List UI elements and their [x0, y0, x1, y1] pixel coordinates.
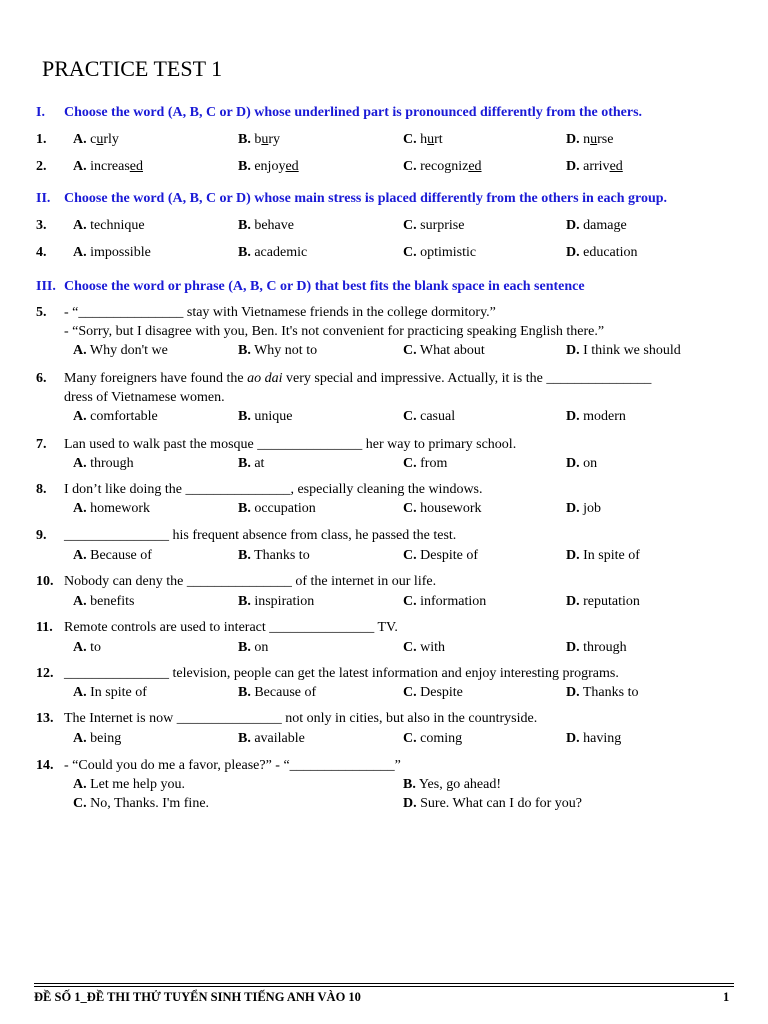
- option-c[interactable]: C. Despite: [403, 685, 463, 700]
- question-number: 11.: [36, 620, 53, 635]
- option-c[interactable]: C. from: [403, 456, 448, 471]
- question-number: 14.: [36, 758, 54, 773]
- footer-text: ĐỀ SỐ 1_ĐỀ THI THỬ TUYỂN SINH TIẾNG ANH VÀO 10: [34, 990, 361, 1004]
- question-number: 9.: [36, 528, 47, 543]
- section-number: III.: [36, 279, 56, 294]
- question-stem: Many foreigners have found the ao dai very special and impressive. Actually, it is the _______________: [64, 371, 652, 386]
- footer-divider-second: [34, 986, 734, 987]
- question-number: 4.: [36, 245, 47, 260]
- question-number: 6.: [36, 371, 47, 386]
- question-stem: Nobody can deny the _______________ of the internet in our life.: [64, 574, 437, 589]
- option-a[interactable]: A. curly: [73, 132, 119, 147]
- option-b[interactable]: B. Yes, go ahead!: [403, 777, 502, 792]
- option-c[interactable]: C. recognized: [403, 159, 482, 174]
- option-a[interactable]: A. increased: [73, 159, 143, 174]
- option-c[interactable]: C. What about: [403, 343, 485, 358]
- question-stem: Remote controls are used to interact _______________ TV.: [64, 620, 398, 635]
- option-d[interactable]: D. arrived: [566, 159, 623, 174]
- section-heading-3: [36, 279, 585, 295]
- option-b[interactable]: B. behave: [238, 218, 294, 233]
- option-d[interactable]: D. Thanks to: [566, 685, 639, 700]
- option-b[interactable]: B. available: [238, 731, 305, 746]
- option-b[interactable]: B. bury: [238, 132, 281, 147]
- option-d[interactable]: D. through: [566, 640, 627, 655]
- option-c[interactable]: C. No, Thanks. I'm fine.: [73, 796, 210, 811]
- option-a[interactable]: A. impossible: [73, 245, 151, 260]
- question-number: 10.: [36, 574, 54, 589]
- section-text: Choose the word (A, B, C or D) whose main stress is placed differently from the others in each group.: [64, 191, 668, 206]
- option-c[interactable]: C. surprise: [403, 218, 465, 233]
- page-number: 1: [723, 990, 730, 1004]
- option-a[interactable]: A. Let me help you.: [73, 777, 185, 792]
- question-number: 5.: [36, 305, 47, 320]
- section-number: II.: [36, 191, 51, 206]
- option-d[interactable]: D. damage: [566, 218, 627, 233]
- question-stem-line2: - “Sorry, but I disagree with you, Ben. It's not convenient for practicing speaking English there.”: [64, 324, 605, 339]
- question-stem: I don’t like doing the _______________, especially cleaning the windows.: [64, 482, 483, 497]
- option-a[interactable]: A. In spite of: [73, 685, 147, 700]
- question-number: 3.: [36, 218, 47, 233]
- question-stem: Lan used to walk past the mosque _______________ her way to primary school.: [64, 437, 517, 452]
- option-a[interactable]: A. through: [73, 456, 134, 471]
- option-b[interactable]: B. inspiration: [238, 594, 315, 609]
- question-stem: - “_______________ stay with Vietnamese friends in the college dormitory.”: [64, 305, 496, 320]
- option-b[interactable]: B. occupation: [238, 501, 316, 516]
- option-d[interactable]: D. Sure. What can I do for you?: [403, 796, 582, 811]
- option-a[interactable]: A. comfortable: [73, 409, 158, 424]
- question-number: 2.: [36, 159, 47, 174]
- option-b[interactable]: B. enjoyed: [238, 159, 299, 174]
- option-b[interactable]: B. Thanks to: [238, 548, 310, 563]
- option-d[interactable]: D. job: [566, 501, 602, 516]
- section-heading-2: [36, 191, 667, 207]
- question-stem: - “Could you do me a favor, please?” - “_______________”: [64, 758, 401, 773]
- footer-divider: [34, 983, 734, 984]
- option-a[interactable]: A. Why don't we: [73, 343, 168, 358]
- option-d[interactable]: D. nurse: [566, 132, 614, 147]
- option-b[interactable]: B. on: [238, 640, 269, 655]
- option-d[interactable]: D. on: [566, 456, 598, 471]
- page-title: PRACTICE TEST 1: [42, 56, 223, 81]
- option-b[interactable]: B. academic: [238, 245, 308, 260]
- question-stem: The Internet is now _______________ not only in cities, but also in the countryside.: [64, 711, 538, 726]
- option-c[interactable]: C. casual: [403, 409, 456, 424]
- question-number: 13.: [36, 711, 54, 726]
- question-number: 1.: [36, 132, 47, 147]
- section-text: Choose the word (A, B, C or D) whose underlined part is pronounced differently from the others.: [64, 105, 643, 120]
- option-b[interactable]: B. unique: [238, 409, 293, 424]
- option-d[interactable]: D. In spite of: [566, 548, 640, 563]
- option-b[interactable]: B. at: [238, 456, 265, 471]
- option-a[interactable]: A. to: [73, 640, 102, 655]
- question-stem: _______________ television, people can get the latest information and enjoy interesting programs.: [64, 666, 619, 681]
- option-d[interactable]: D. having: [566, 731, 622, 746]
- option-d[interactable]: D. modern: [566, 409, 626, 424]
- option-a[interactable]: A. Because of: [73, 548, 152, 563]
- question-stem: _______________ his frequent absence from class, he passed the test.: [64, 528, 457, 543]
- option-a[interactable]: A. technique: [73, 218, 145, 233]
- option-c[interactable]: C. information: [403, 594, 487, 609]
- question-number: 7.: [36, 437, 47, 452]
- option-a[interactable]: A. being: [73, 731, 122, 746]
- option-c[interactable]: C. Despite of: [403, 548, 479, 563]
- option-c[interactable]: C. hurt: [403, 132, 443, 147]
- section-text: Choose the word or phrase (A, B, C or D) that best fits the blank space in each sentence: [64, 279, 585, 294]
- option-a[interactable]: A. benefits: [73, 594, 135, 609]
- option-c[interactable]: C. with: [403, 640, 446, 655]
- option-b[interactable]: B. Why not to: [238, 343, 318, 358]
- option-c[interactable]: C. optimistic: [403, 245, 477, 260]
- option-c[interactable]: C. coming: [403, 731, 463, 746]
- option-d[interactable]: D. I think we should: [566, 343, 681, 358]
- option-d[interactable]: D. reputation: [566, 594, 640, 609]
- option-a[interactable]: A. homework: [73, 501, 151, 516]
- question-number: 12.: [36, 666, 54, 681]
- question-stem-line2: dress of Vietnamese women.: [64, 390, 225, 405]
- section-number: I.: [36, 105, 45, 120]
- option-b[interactable]: B. Because of: [238, 685, 317, 700]
- section-heading-1: [36, 105, 642, 121]
- option-c[interactable]: C. housework: [403, 501, 482, 516]
- question-number: 8.: [36, 482, 47, 497]
- option-d[interactable]: D. education: [566, 245, 638, 260]
